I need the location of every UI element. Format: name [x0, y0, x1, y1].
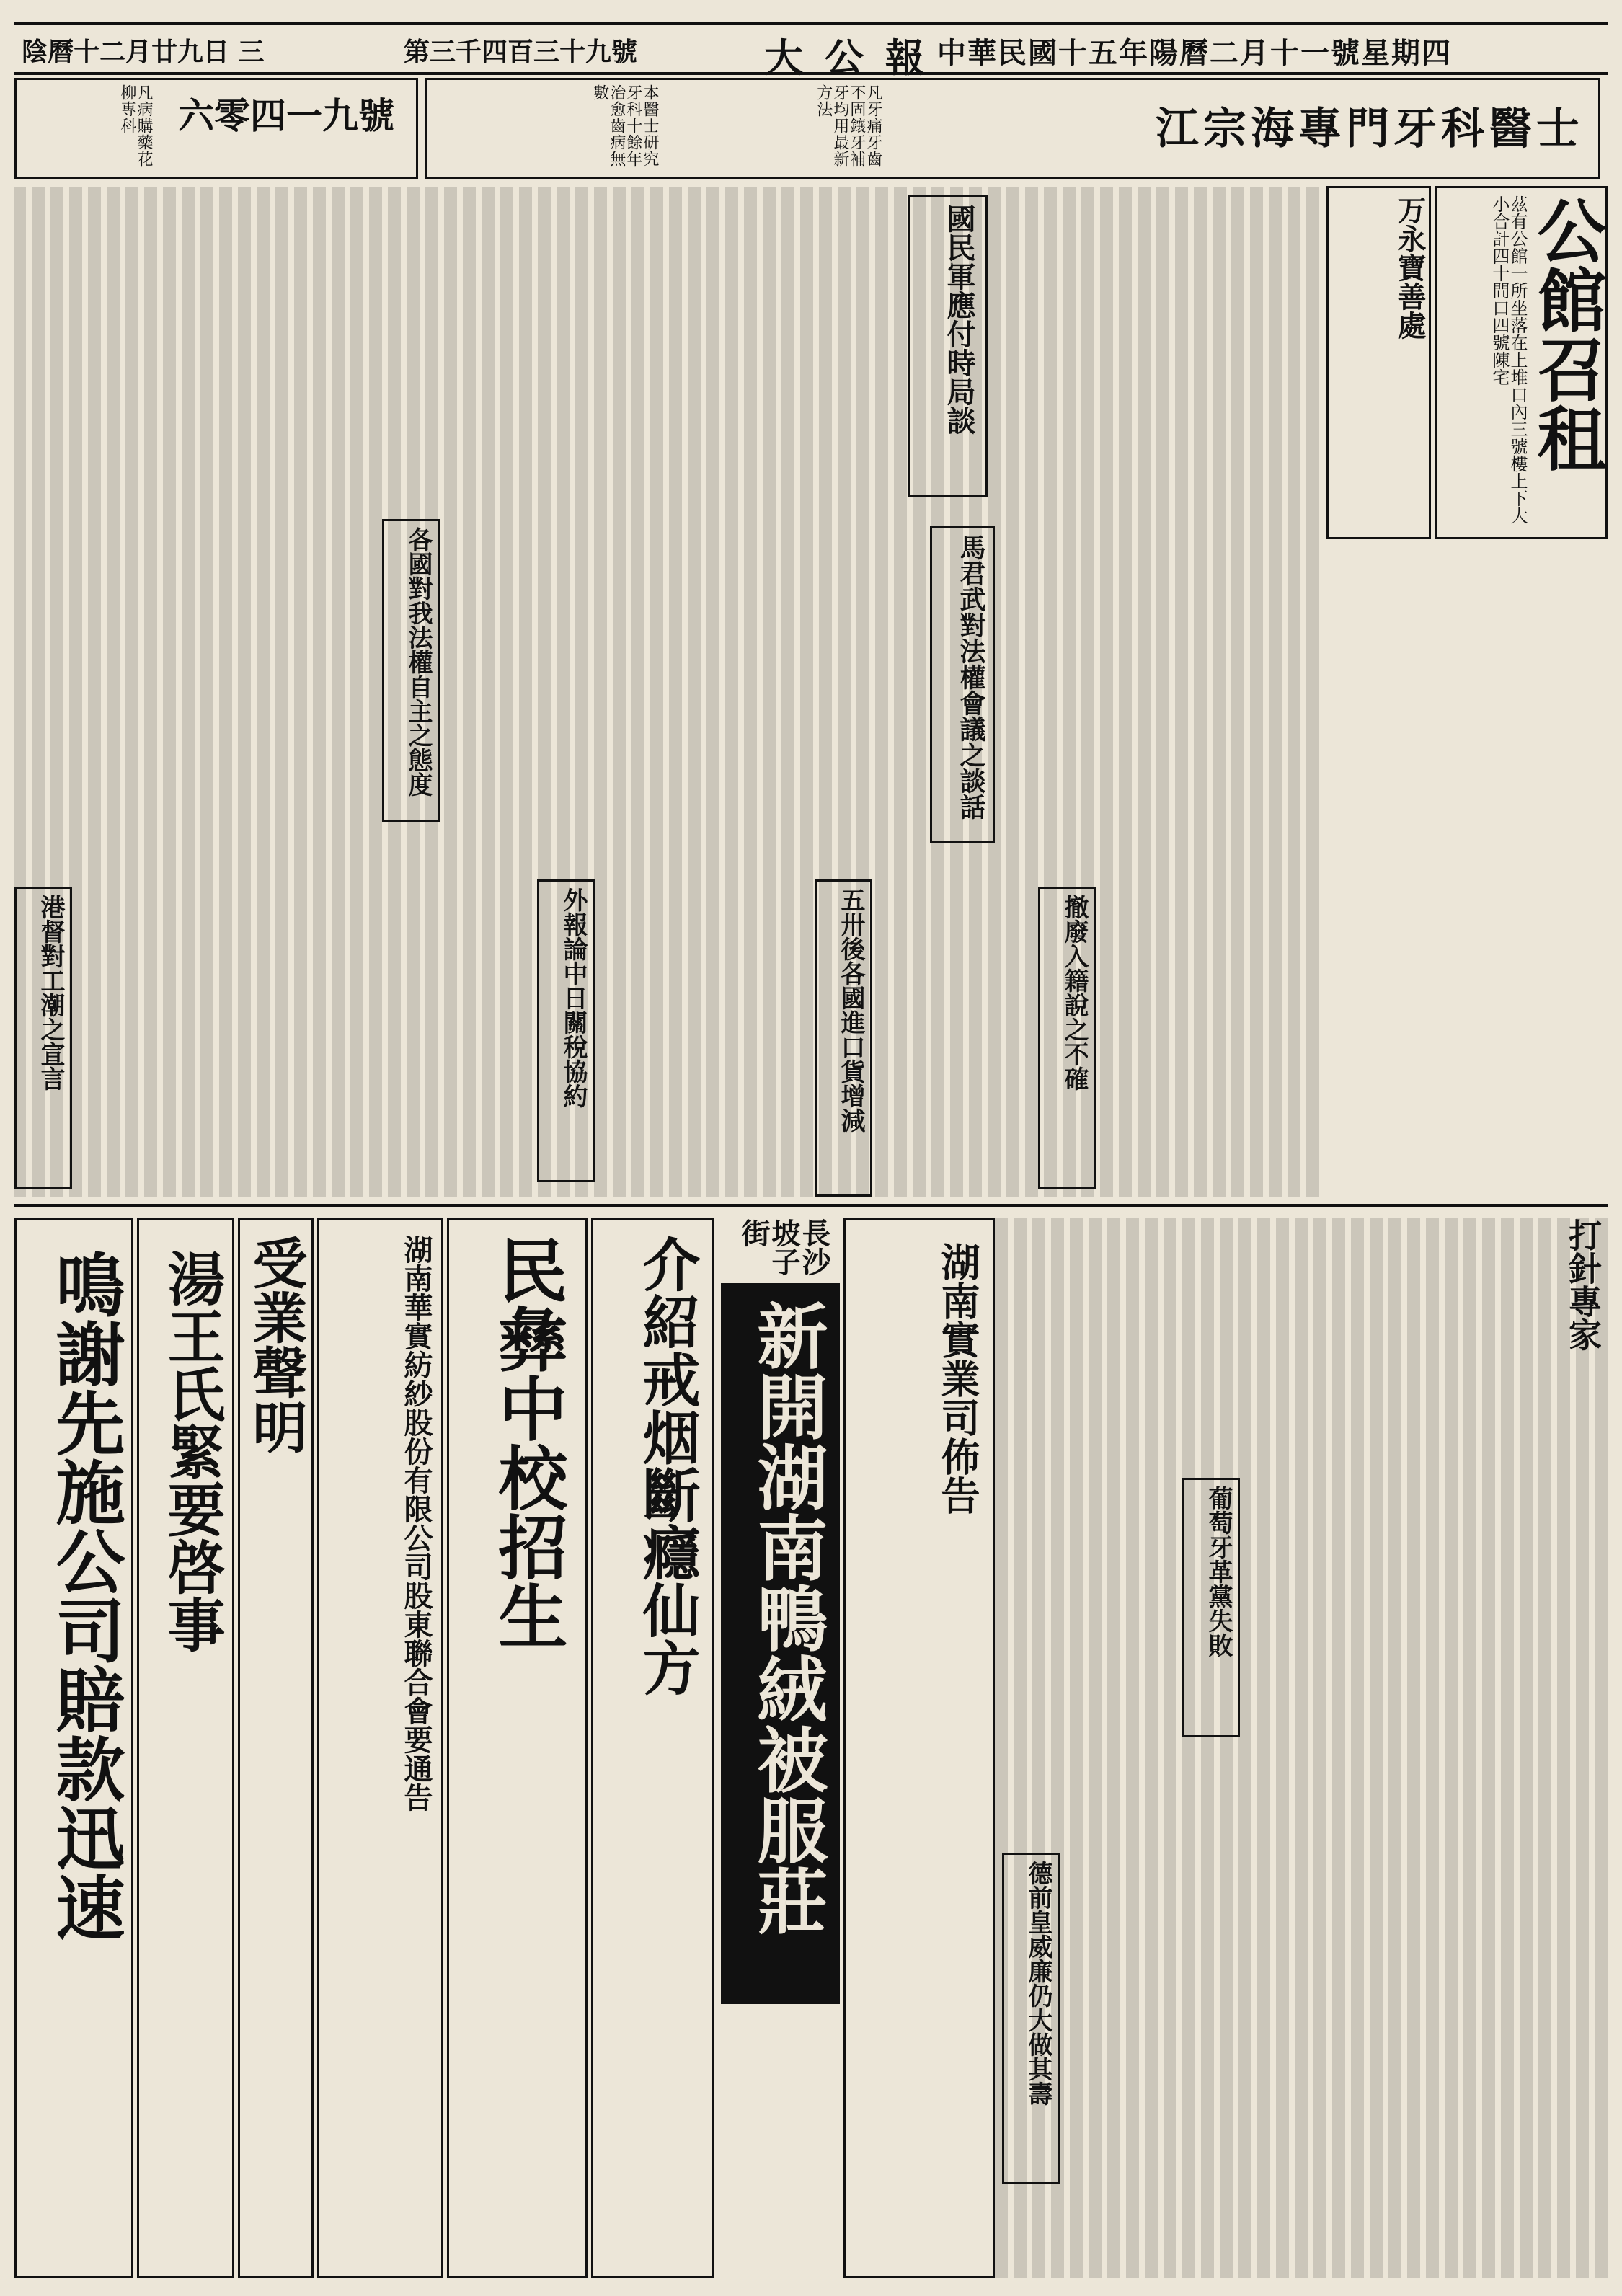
article-5-title: 撤廢入籍說之不確 — [1060, 895, 1089, 1091]
article-1-title: 馬君武對法權會議之談話 — [956, 534, 986, 820]
phone-ad-text: 凡病購藥花柳專科 — [118, 84, 153, 167]
text-columns-top — [14, 187, 1319, 1197]
hunan-textile-ad — [317, 1218, 443, 2278]
minqian-ad — [14, 1218, 133, 2278]
article-3-title: 外報論中日關稅協約 — [559, 887, 588, 1108]
article-0-title: 國民軍應付時局談 — [942, 204, 976, 435]
article-6-title: 港督對工潮之宣言 — [36, 895, 65, 1091]
minyi-ad — [447, 1218, 588, 2278]
shouye-ad — [238, 1218, 314, 2278]
masthead-issue: 第三千四百三十九號 — [404, 37, 638, 67]
masthead-title: 大公報 — [764, 35, 946, 81]
gongguan-title: 公館召租 — [1526, 195, 1608, 472]
phone-ad — [14, 78, 418, 179]
tangwang-title: 湯王氏緊要啓事 — [158, 1249, 226, 1653]
hunan-textile-title: 湖南華實紡紗股份有限公司股東聯合會要通告 — [399, 1235, 433, 1812]
tangwang-ad — [137, 1218, 234, 2278]
article-2-title: 各國對我法權自主之態度 — [404, 527, 433, 797]
masthead-left-date: 陰曆十二月廿九日 三 — [22, 37, 265, 67]
masthead-right-date: 中華民國十五年陽曆二月十一號星期四 — [937, 36, 1452, 70]
article-7-title: 葡萄牙革黨失敗 — [1204, 1486, 1233, 1657]
xinkai-title: 新開湖南鴨絨被服莊 — [745, 1300, 828, 1936]
hunan-notice-ad — [843, 1218, 995, 2278]
shouye-title: 受業聲明 — [244, 1235, 308, 1454]
clinic-ad-sub: 本醫士研究牙科十餘年治愈齒病無數 — [590, 84, 659, 167]
jieshao-ad — [591, 1218, 714, 2278]
main-area-bottom-rule — [14, 1204, 1608, 1207]
hunan-notice-title: 湖南實業司佈告 — [935, 1242, 981, 1515]
gongguan-body: 茲有公館一所坐落在上堆口內三號樓上下大小合計四十間口四號陳宅 — [1489, 195, 1528, 524]
minyi-title: 民彝中校招生 — [487, 1235, 569, 1650]
clinic-ad — [425, 78, 1600, 179]
phone-ad-label: 六零四一九號 — [178, 94, 394, 137]
article-4-title: 五卅後各國進口貨增減 — [836, 887, 865, 1133]
changsha-label: 長沙坡子街 — [737, 1218, 831, 1276]
gongguan-side-title: 万永寶善處 — [1393, 195, 1427, 340]
jieshao-title: 介紹戒烟斷癮仙方 — [633, 1235, 701, 1696]
minqian-title: 鳴謝先施公司賠款迅速 — [45, 1249, 126, 1941]
gongguan-ad — [1435, 186, 1608, 539]
xinkai-ad — [721, 1283, 840, 2004]
top-rule — [14, 22, 1608, 25]
article-8-title: 德前皇威廉仍大做其壽 — [1024, 1861, 1052, 2106]
dazhen-label: 打針專家 — [1564, 1218, 1603, 1351]
clinic-ad-desc: 凡牙痛牙齒不固鑲牙補牙均用最新方法 — [814, 84, 882, 167]
clinic-ad-headline: 江宗海專門牙科醫士 — [1156, 104, 1584, 154]
gongguan-side — [1326, 186, 1431, 539]
text-columns-bottom-right — [995, 1218, 1608, 2278]
